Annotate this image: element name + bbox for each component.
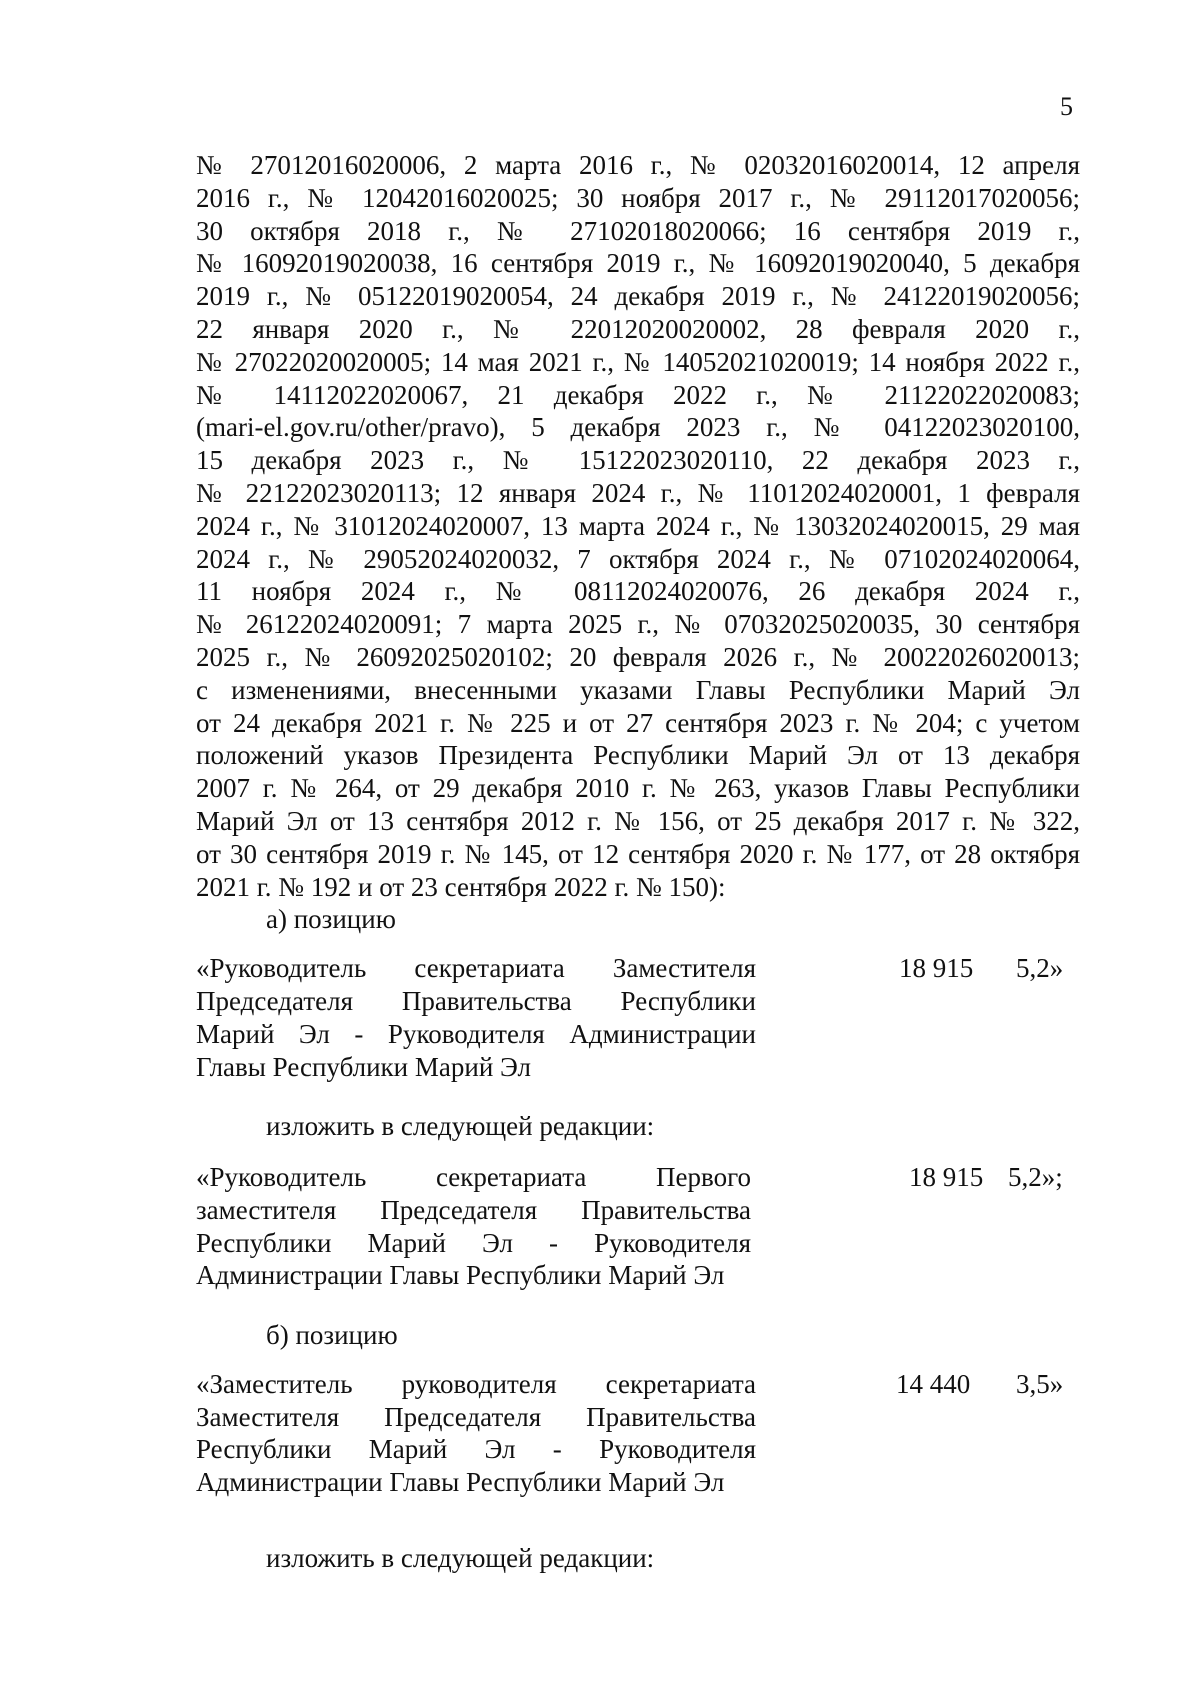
position-line: Республики Марий Эл - Руководителя [196,1434,756,1465]
body-line: 2024 г., № 29052024020032, 7 октября 2024 г., № 07102024020064, [196,543,1080,574]
position-line: «Руководитель секретариата Первого [196,1161,751,1192]
body-line: 2007 г. № 264, от 29 декабря 2010 г. № 263, указов Главы Республики [196,773,1080,804]
position-line: «Заместитель руководителя секретариата [196,1368,756,1399]
body-line: 11 ноября 2024 г., № 08112024020076, 26 декабря 2024 г., [196,576,1080,607]
body-line: положений указов Президента Республики Марий Эл от 13 декабря [196,740,1080,771]
position-coefficient: 3,5» [1016,1368,1064,1399]
body-line: 15 декабря 2023 г., № 15122023020110, 22 декабря 2023 г., [196,445,1080,476]
body-line: № 22122023020113; 12 января 2024 г., № 11012024020001, 1 февраля [196,477,1080,508]
body-line: № 14112022020067, 21 декабря 2022 г., № 21122022020083; [196,379,1080,410]
document-body [196,149,1080,1575]
position-line: заместителя Председателя Правительства [196,1194,751,1225]
position-line: Администрации Главы Республики Марий Эл [196,1260,725,1291]
body-paragraph [196,149,1080,903]
body-line: от 24 декабря 2021 г. № 225 и от 27 сентября 2023 г. № 204; с учетом [196,707,1080,738]
position-line: Председателя Правительства Республики [196,985,756,1016]
body-line: № 27012016020006, 2 марта 2016 г., № 02032016020014, 12 апреля [196,150,1080,180]
body-line: № 26122024020091; 7 марта 2025 г., № 07032025020035, 30 сентября [196,609,1080,640]
body-line: 22 января 2020 г., № 22012020020002, 28 февраля 2020 г., [196,313,1080,344]
body-line: Марий Эл от 13 сентября 2012 г. № 156, от 25 декабря 2017 г. № 322, [196,805,1080,836]
position-line: Марий Эл - Руководителя Администрации [196,1018,756,1049]
body-line: 2024 г., № 31012024020007, 13 марта 2024 г., № 13032024020015, 29 мая [196,510,1080,541]
body-line: от 30 сентября 2019 г. № 145, от 12 сентября 2020 г. № 177, от 28 октября [196,838,1080,869]
body-line: 30 октября 2018 г., № 27102018020066; 16 сентября 2019 г., [196,215,1080,246]
item-b-label: б) позицию [266,1319,398,1350]
instruction-text: изложить в следующей редакции: [266,1111,655,1142]
body-line: 2025 г., № 26092025020102; 20 февраля 2026 г., № 20022026020013; [196,641,1080,672]
instruction-text: изложить в следующей редакции: [266,1542,655,1573]
position-coefficient: 5,2»; [1008,1161,1063,1192]
position-a-new [196,1161,1080,1299]
position-b-old [196,1368,1080,1506]
body-line: № 16092019020038, 16 сентября 2019 г., № 16092019020040, 5 декабря [196,248,1080,279]
body-line: № 27022020020005; 14 мая 2021 г., № 14052021020019; 14 ноября 2022 г., [196,346,1080,377]
page-number: 5 [1060,92,1073,121]
position-line: Заместителя Председателя Правительства [196,1401,756,1432]
position-salary: 14 440 [896,1368,971,1399]
position-line: Администрации Главы Республики Марий Эл [196,1467,725,1498]
body-line: 2016 г., № 12042016020025; 30 ноября 2017 г., № 29112017020056; [196,182,1080,213]
position-line: «Руководитель секретариата Заместителя [196,953,756,984]
position-line: Главы Республики Марий Эл [196,1051,531,1082]
position-coefficient: 5,2» [1016,953,1064,984]
position-line: Республики Марий Эл - Руководителя [196,1227,751,1258]
body-line: (mari-el.gov.ru/other/pravo), 5 декабря 2023 г., № 04122023020100, [196,412,1080,443]
position-title [196,1161,751,1292]
body-line: 2021 г. № 192 и от 23 сентября 2022 г. № 150): [196,871,726,902]
position-title [196,952,756,1083]
position-a-old [196,952,1080,1090]
position-title [196,1368,756,1499]
item-a-label: а) позицию [266,904,396,935]
body-line: 2019 г., № 05122019020054, 24 декабря 2019 г., № 24122019020056; [196,281,1080,312]
body-line: с изменениями, внесенными указами Главы Республики Марий Эл [196,674,1080,705]
position-salary: 18 915 [909,1161,984,1192]
position-salary: 18 915 [899,953,974,984]
